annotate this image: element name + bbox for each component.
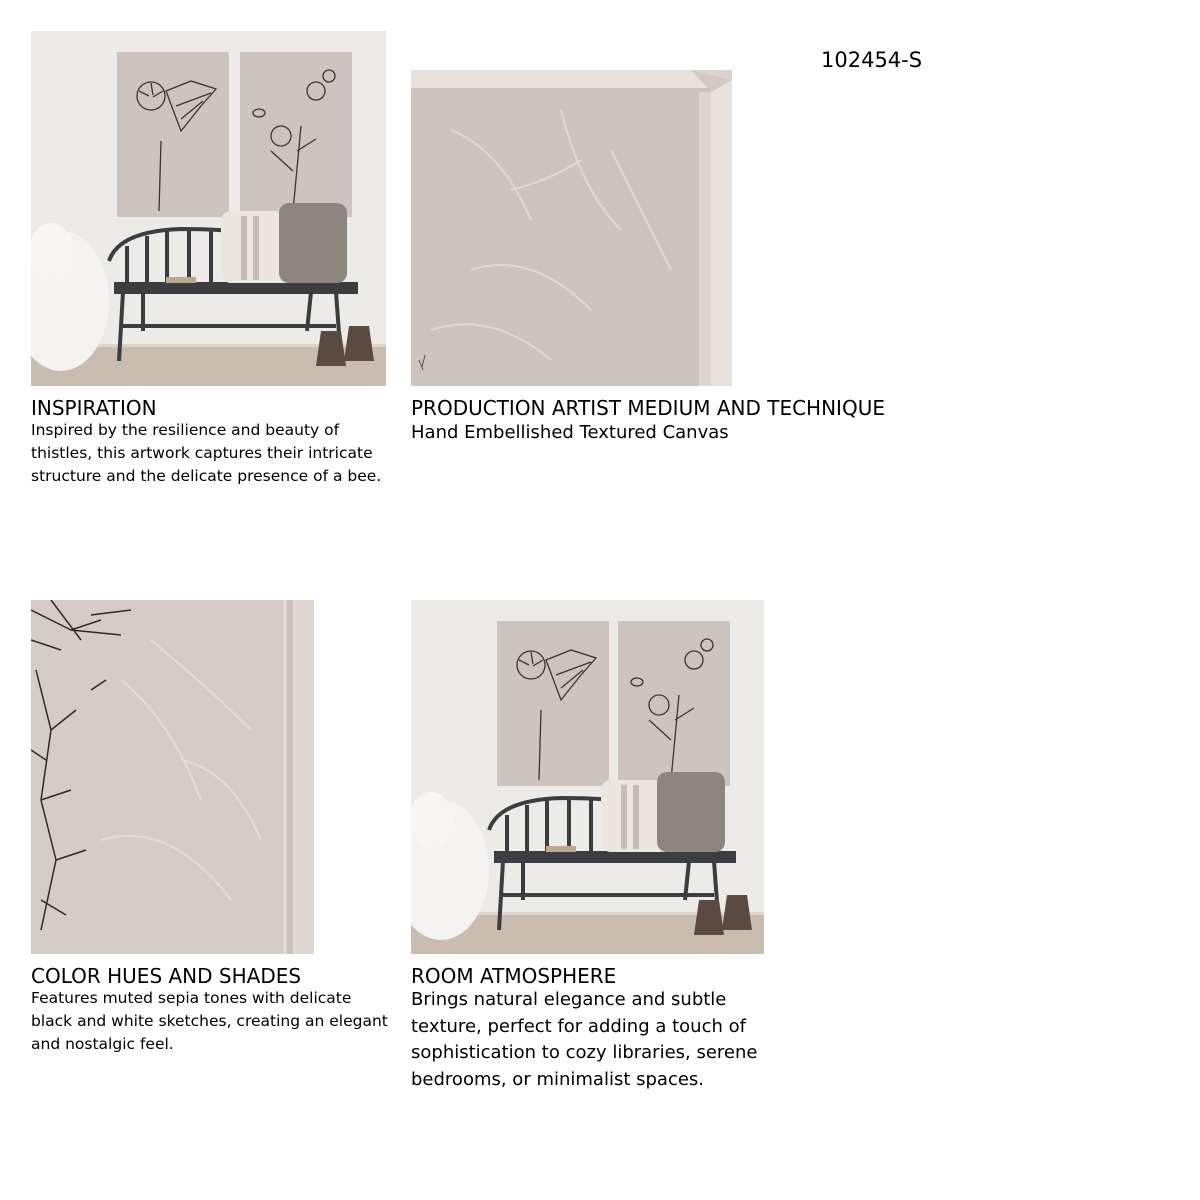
product-sku: 102454-S [821, 48, 923, 72]
color-hues-text: Features muted sepia tones with delicate black and white sketches, creating an elegant and nostalgic feel. [31, 989, 388, 1053]
color-detail-photo [31, 600, 314, 954]
room-atmosphere-photo [411, 600, 764, 954]
room-scene-photo [31, 31, 386, 386]
room-atmosphere-heading: ROOM ATMOSPHERE [411, 964, 617, 988]
canvas-texture-photo [411, 70, 732, 386]
inspiration-heading: INSPIRATION [31, 396, 157, 420]
room-atmosphere-text: Brings natural elegance and subtle texture, perfect for adding a touch of sophistication to cozy libraries, serene bedrooms, or minimalist spaces. [411, 989, 758, 1090]
inspiration-text: Inspired by the resilience and beauty of thistles, this artwork captures their intricate structure and the delicate presence of a bee. [31, 421, 382, 485]
medium-technique-heading: PRODUCTION ARTIST MEDIUM AND TECHNIQUE [411, 396, 885, 420]
medium-technique-text: Hand Embellished Textured Canvas [411, 422, 729, 443]
color-hues-heading: COLOR HUES AND SHADES [31, 964, 302, 988]
